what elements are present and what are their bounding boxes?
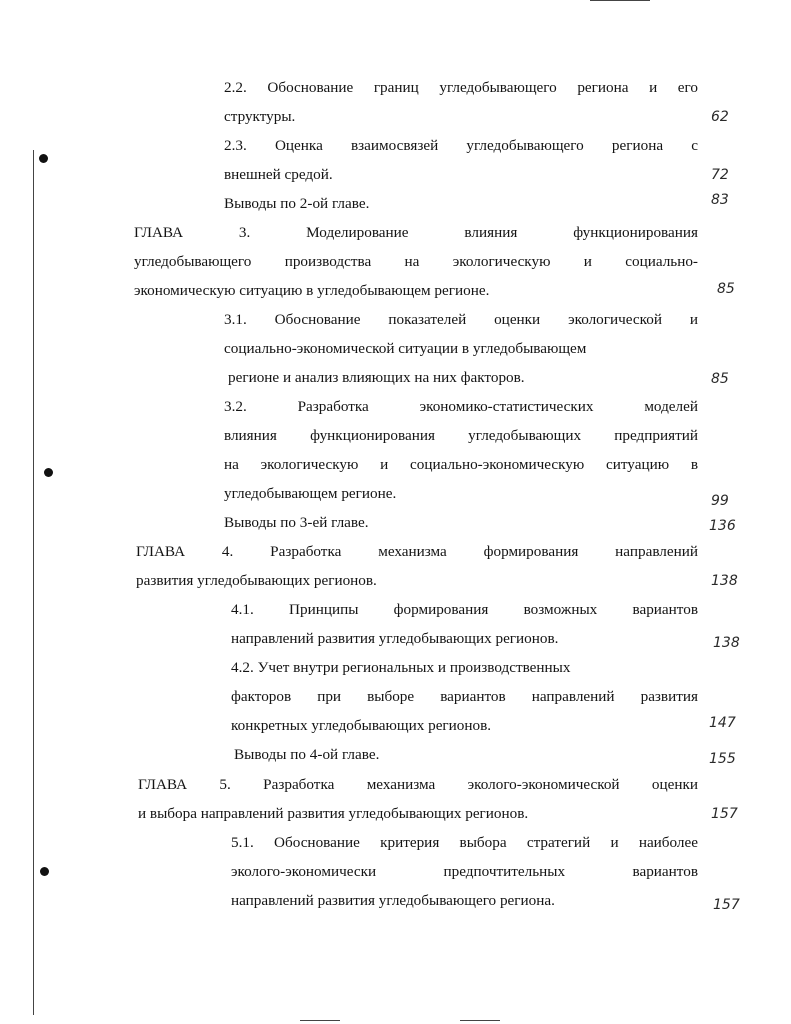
- page-number-3-1: 85: [711, 371, 729, 387]
- punch-hole-2: [44, 468, 53, 477]
- toc-entry-2-2-line2: структуры.: [224, 108, 296, 125]
- page-number-4-1: 138: [713, 635, 740, 651]
- page-number-chapter-3: 85: [717, 281, 735, 297]
- toc-entry-2-3-line2: внешней средой.: [224, 166, 333, 183]
- toc-entry-3-2-line4: угледобывающем регионе.: [224, 485, 397, 502]
- toc-entry-4-2-line1: 4.2. Учет внутри региональных и производственных: [231, 659, 571, 676]
- toc-entry-5-1-line2: эколого-экономически предпочтительных вариантов: [231, 863, 698, 880]
- toc-entry-4-2-line2: факторов при выборе вариантов направлений развития: [231, 688, 698, 705]
- toc-entry-3-2-line1: 3.2. Разработка экономико-статистических моделей: [224, 398, 698, 415]
- toc-entry-4-1-line2: направлений развития угледобывающих регионов.: [231, 630, 559, 647]
- punch-hole-3: [40, 867, 49, 876]
- toc-chapter-5-line2: и выбора направлений развития угледобывающих регионов.: [138, 805, 529, 822]
- toc-entry-4-2-line3: конкретных угледобывающих регионов.: [231, 717, 492, 734]
- page-number-chapter-5: 157: [711, 806, 738, 822]
- toc-chapter-3-line1: ГЛАВА 3. Моделирование влияния функционирования: [134, 224, 698, 241]
- toc-chapter-5-line1: ГЛАВА 5. Разработка механизма эколого-экономической оценки: [138, 776, 698, 793]
- toc-entry-3-2-line3: на экологическую и социально-экономическую ситуацию в: [224, 456, 698, 473]
- toc-entry-3-1-line2: социально-экономической ситуации в угледобывающем: [224, 340, 587, 357]
- scan-left-edge: [33, 150, 34, 1015]
- scan-top-mark: [590, 0, 650, 1]
- toc-chapter-3-line3: экономическую ситуацию в угледобывающем регионе.: [134, 282, 490, 299]
- toc-chapter-4-line2: развития угледобывающих регионов.: [136, 572, 377, 589]
- scan-bottom-mark-1: [300, 1020, 340, 1021]
- toc-entry-2-3-line1: 2.3. Оценка взаимосвязей угледобывающего региона с: [224, 137, 698, 154]
- page-number-4-2: 147: [709, 715, 736, 731]
- page-number-5-1: 157: [713, 897, 740, 913]
- toc-chapter-3-line2: угледобывающего производства на экологическую и социально-: [134, 253, 698, 270]
- scan-bottom-mark-2: [460, 1020, 500, 1021]
- punch-hole-1: [39, 154, 48, 163]
- toc-chapter-4-line1: ГЛАВА 4. Разработка механизма формирования направлений: [136, 543, 698, 560]
- page-number-conclusions-ch2: 83: [711, 192, 729, 208]
- toc-entry-4-1-line1: 4.1. Принципы формирования возможных вариантов: [231, 601, 698, 618]
- toc-entry-3-1-line3: регионе и анализ влияющих на них факторов.: [228, 369, 525, 386]
- toc-conclusions-ch2: Выводы по 2-ой главе.: [224, 195, 370, 212]
- toc-entry-5-1-line1: 5.1. Обоснование критерия выбора стратегий и наиболее: [231, 834, 698, 851]
- toc-entry-3-2-line2: влияния функционирования угледобывающих предприятий: [224, 427, 698, 444]
- toc-entry-2-2-line1: 2.2. Обоснование границ угледобывающего региона и его: [224, 79, 698, 96]
- page-number-chapter-4: 138: [711, 573, 738, 589]
- page-number-conclusions-ch3: 136: [709, 518, 736, 534]
- toc-entry-5-1-line3: направлений развития угледобывающего региона.: [231, 892, 555, 909]
- page-number-2-3: 72: [711, 167, 729, 183]
- toc-entry-3-1-line1: 3.1. Обоснование показателей оценки экологической и: [224, 311, 698, 328]
- page-number-conclusions-ch4: 155: [709, 751, 736, 767]
- page-number-3-2: 99: [711, 493, 729, 509]
- page-number-2-2: 62: [711, 109, 729, 125]
- toc-conclusions-ch4: Выводы по 4-ой главе.: [234, 746, 380, 763]
- toc-conclusions-ch3: Выводы по 3-ей главе.: [224, 514, 369, 531]
